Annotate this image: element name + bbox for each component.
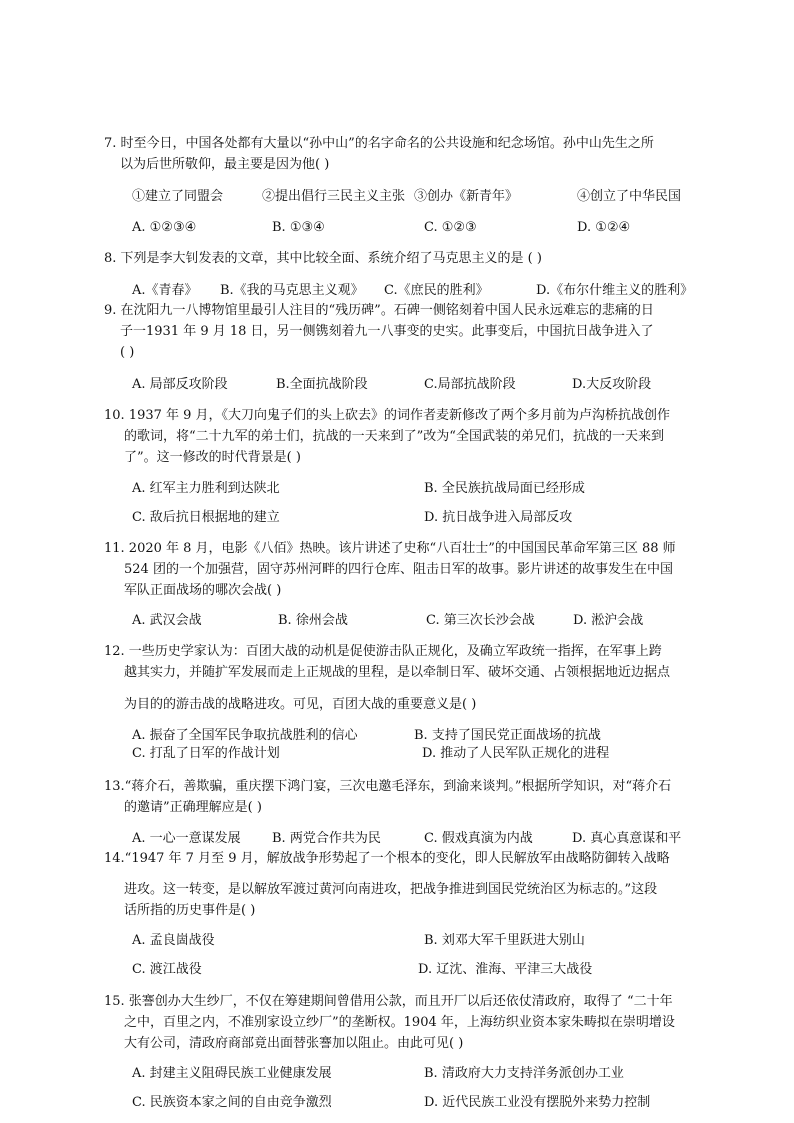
q12-option-c: C. 打乱了日军的作战计划 [132, 746, 280, 761]
q12-stem-line-1: 12. 一些历史学家认为：百团大战的动机是促使游击队正规化，及确立军政统一指挥，在军事上跨 [104, 644, 662, 659]
q15-option-b: B. 清政府大力支持洋务派创办工业 [424, 1066, 624, 1081]
q10-option-d: D. 抗日战争进入局部反攻 [424, 510, 573, 525]
q9-option-c: C.局部抗战阶段 [424, 377, 516, 392]
q13-option-a: A. 一心一意谋发展 [132, 831, 241, 846]
q14-stem-line-3: 话所指的历史事件是( ) [124, 903, 256, 918]
q15-option-c: C. 民族资本家之间的自由竞争激烈 [132, 1095, 332, 1110]
q13-stem-line-2: 的邀请”正确理解应是( ) [124, 800, 262, 815]
q8-option-d: D.《布尔什维主义的胜利》 [536, 283, 694, 298]
q12-option-a: A. 振奋了全国军民争取抗战胜利的信心 [132, 728, 358, 743]
q7-statement-2: ②提出倡行三民主义主张 [262, 189, 406, 204]
q14-option-b: B. 刘邓大军千里跃进大别山 [424, 933, 585, 948]
q9-option-a: A. 局部反攻阶段 [132, 377, 228, 392]
q13-option-b: B. 两党合作共为民 [272, 831, 381, 846]
q8-option-b: B.《我的马克思主义观》 [220, 283, 364, 298]
q14-stem-line-2: 进攻。这一转变，是以解放军渡过黄河向南进攻，把战争推进到国民党统治区为标志的。”这段 [124, 882, 658, 897]
q12-stem-line-3: 为目的的游击战的战略进攻。可见，百团大战的重要意义是( ) [124, 697, 477, 712]
q14-options [132, 932, 712, 977]
q11-option-d: D. 淞沪会战 [573, 613, 644, 628]
q12-option-b: B. 支持了国民党正面战场的抗战 [414, 728, 601, 743]
q12-option-d: D. 推动了人民军队正规化的进程 [422, 746, 610, 761]
q7-option-c: C. ①②③ [424, 220, 477, 235]
q11-option-c: C. 第三次长沙会战 [426, 613, 535, 628]
q15-stem-line-2: 之中，百里之内，不准别家设立纱厂”的垄断权。1904 年，上海纺织业资本家朱畴拟在崇明增设 [124, 1015, 675, 1030]
q13-stem-line-1: 13.“蒋介石，善欺骗，重庆摆下鸿门宴，三次电邀毛泽东，到渝来谈判。”根据所学知识，对“蒋介石 [104, 779, 672, 794]
q14-stem-line-1: 14.“1947 年 7 月至 9 月，解放战争形势起了一个根本的变化，即人民解放军由战略防御转入战略 [104, 851, 670, 866]
q12-stem-line-2: 越其实力，并随扩军发展而走上正规战的里程，是以牵制日军、破坏交通、占领根据地近边据点 [124, 665, 671, 680]
q10-options [132, 480, 712, 525]
q9-option-d: D.大反攻阶段 [572, 377, 652, 392]
q10-stem-line-1: 10. 1937 年 9 月，《大刀向鬼子们的头上砍去》的词作者麦新修改了两个多月前为卢沟桥抗战创作 [104, 408, 671, 423]
q11-option-b: B. 徐州会战 [278, 613, 348, 628]
q9-stem-line-2: 子一1931 年 9 月 18 日，另一侧镌刻着九一八事变的史实。此事变后，中国抗日战争进入了 [120, 324, 654, 339]
q13-option-c: C. 假戏真演为内战 [424, 831, 533, 846]
q11-option-a: A. 武汉会战 [132, 613, 202, 628]
q7-statement-1: ①建立了同盟会 [132, 189, 224, 204]
q7-stem-line-2: 以为后世所敬仰，最主要是因为他( ) [120, 157, 330, 172]
q7-statement-3: ③创办《新青年》 [414, 189, 519, 204]
q10-stem-line-2: 的歌词，将“二十九军的弟士们，抗战的一天来到了”改为“全国武装的弟兄们，抗战的一天来到 [124, 429, 664, 444]
q14-option-d: D. 辽沈、淮海、平津三大战役 [418, 962, 593, 977]
q7-option-b: B. ①③④ [272, 220, 325, 235]
q9-option-b: B.全面抗战阶段 [276, 377, 368, 392]
q14-option-a: A. 孟良崮战役 [132, 933, 215, 948]
q10-option-a: A. 红军主力胜利到达陕北 [132, 481, 280, 496]
q11-stem-line-2: 524 团的一个加强营，固守苏州河畔的四行仓库、阻击日军的故事。影片讲述的故事发生在中国 [124, 562, 673, 577]
q7-option-d: D. ①②④ [577, 220, 631, 235]
q15-options [132, 1065, 712, 1110]
q7-option-a: A. ①②③④ [132, 220, 197, 235]
q15-option-d: D. 近代民族工业没有摆脱外来势力控制 [424, 1095, 651, 1110]
q7-stem-line-1: 7. 时至今日，中国各处都有大量以“孙中山”的名字命名的公共设施和纪念场馆。孙中山先生之所 [104, 136, 654, 151]
q15-stem-line-3: 大有公司，清政府商部竟出面替张謇加以阻止。由此可见( ) [124, 1036, 464, 1051]
q8-option-c: C.《庶民的胜利》 [384, 283, 489, 298]
q10-option-b: B. 全民族抗战局面已经形成 [424, 481, 585, 496]
q14-option-c: C. 渡江战役 [132, 962, 202, 977]
q13-option-d: D. 真心真意谋和平 [572, 831, 682, 846]
q15-option-a: A. 封建主义阻碍民族工业健康发展 [132, 1066, 332, 1081]
q10-stem-line-3: 了”。这一修改的时代背景是( ) [124, 450, 301, 465]
q7-statement-4: ④创立了中华民国 [577, 189, 682, 204]
q8-option-a: A.《青春》 [132, 283, 198, 298]
q9-stem-line-3: ( ) [120, 345, 135, 360]
q15-stem-line-1: 15. 张謇创办大生纱厂，不仅在筹建期间曾借用公款，而且开厂以后还依仗清政府，取得了 “二十年 [104, 994, 673, 1009]
q12-options [132, 727, 712, 767]
q9-stem-line-1: 9. 在沈阳九一八博物馆里最引人注目的“残历碑”。石碑一侧铭刻着中国人民永远难忘的悲痛的日 [104, 303, 654, 318]
q8-stem-line-1: 8. 下列是李大钊发表的文章，其中比较全面、系统介绍了马克思主义的是 ( ) [104, 251, 542, 266]
q11-stem-line-3: 军队正面战场的哪次会战( ) [124, 583, 282, 598]
q10-option-c: C. 敌后抗日根据地的建立 [132, 510, 280, 525]
q11-stem-line-1: 11. 2020 年 8 月，电影《八佰》热映。该片讲述了史称“八百壮士”的中国国民革命军第三区 88 师 [104, 541, 676, 556]
